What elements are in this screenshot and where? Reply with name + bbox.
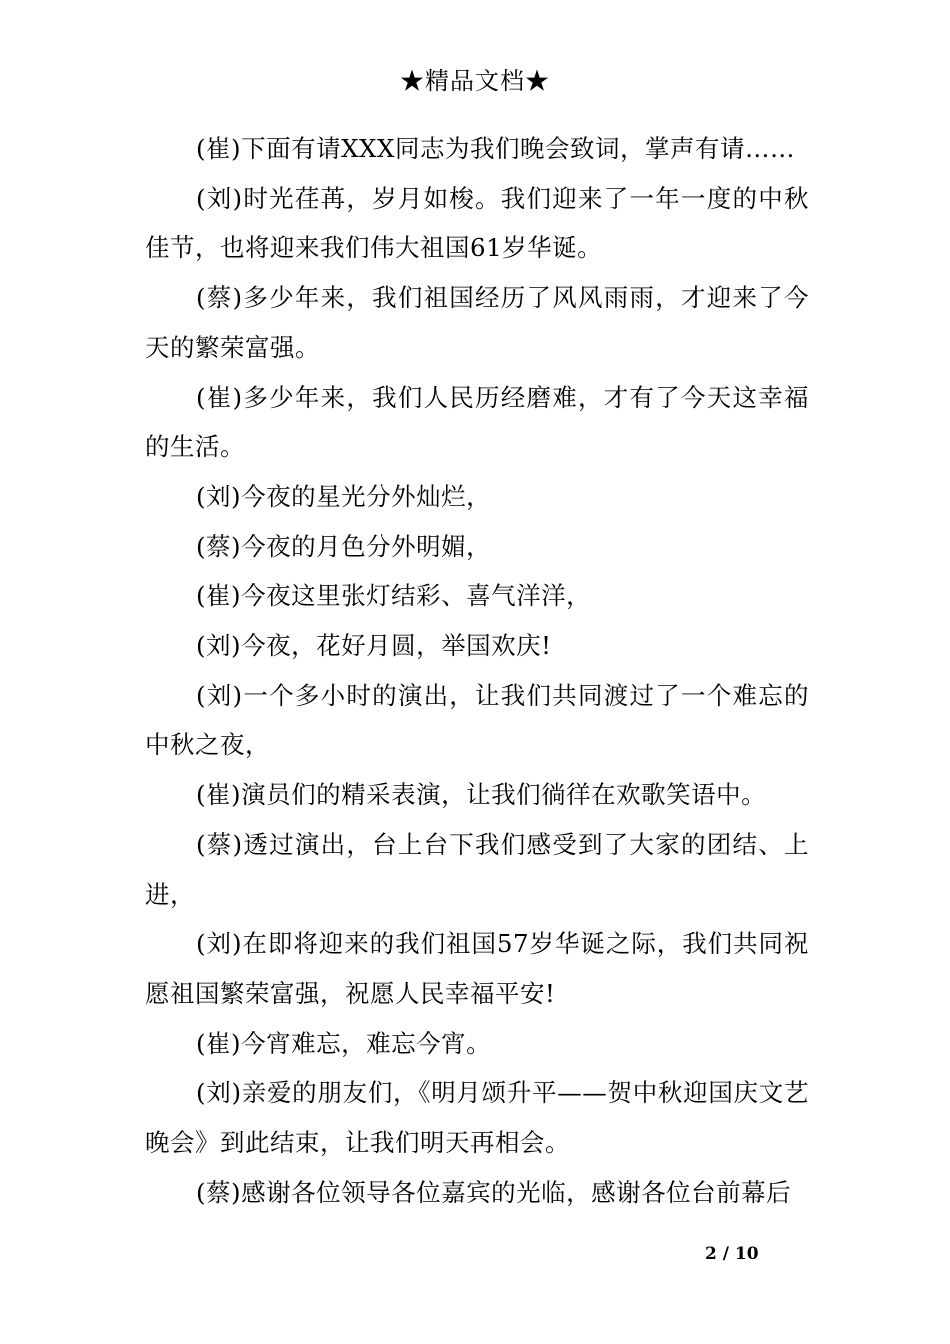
paragraph: (蔡)多少年来，我们祖国经历了风风雨雨，才迎来了今天的繁荣富强。 bbox=[145, 283, 809, 362]
paragraph: (崔)下面有请XXX同志为我们晚会致词，掌声有请…… bbox=[196, 134, 795, 163]
paragraph: (蔡)感谢各位领导各位嘉宾的光临，感谢各位台前幕后 bbox=[196, 1177, 792, 1207]
paragraph: (刘)今夜，花好月圆，举国欢庆! bbox=[196, 631, 552, 661]
page-header: ★精品文档★ bbox=[400, 67, 550, 95]
document-body bbox=[145, 124, 809, 1217]
paragraph: (蔡)今夜的月色分外明媚， bbox=[196, 531, 492, 561]
paragraph: (刘)亲爱的朋友们，《明月颂升平——贺中秋迎国庆文艺晚会》到此结束，让我们明天再相会。 bbox=[145, 1078, 809, 1158]
paragraph: (崔)多少年来，我们人民历经磨难，才有了今天这幸福的生活。 bbox=[145, 382, 809, 462]
page-number: 2 / 10 bbox=[705, 1244, 759, 1264]
paragraph: (刘)在即将迎来的我们祖国57岁华诞之际，我们共同祝愿祖国繁荣富强，祝愿人民幸福平安! bbox=[145, 929, 809, 1008]
paragraph: (刘)时光荏苒，岁月如梭。我们迎来了一年一度的中秋佳节，也将迎来我们伟大祖国61岁华诞。 bbox=[145, 183, 809, 263]
paragraph: (崔)今夜这里张灯结彩、喜气洋洋， bbox=[196, 581, 592, 611]
paragraph: (刘)一个多小时的演出，让我们共同渡过了一个难忘的中秋之夜， bbox=[145, 680, 809, 760]
paragraph: (蔡)透过演出，台上台下我们感受到了大家的团结、上进， bbox=[145, 829, 809, 909]
paragraph: (崔)演员们的精采表演，让我们徜徉在欢歌笑语中。 bbox=[196, 780, 767, 810]
paragraph: (崔)今宵难忘，难忘今宵。 bbox=[196, 1028, 492, 1058]
paragraph: (刘)今夜的星光分外灿烂， bbox=[196, 481, 492, 511]
